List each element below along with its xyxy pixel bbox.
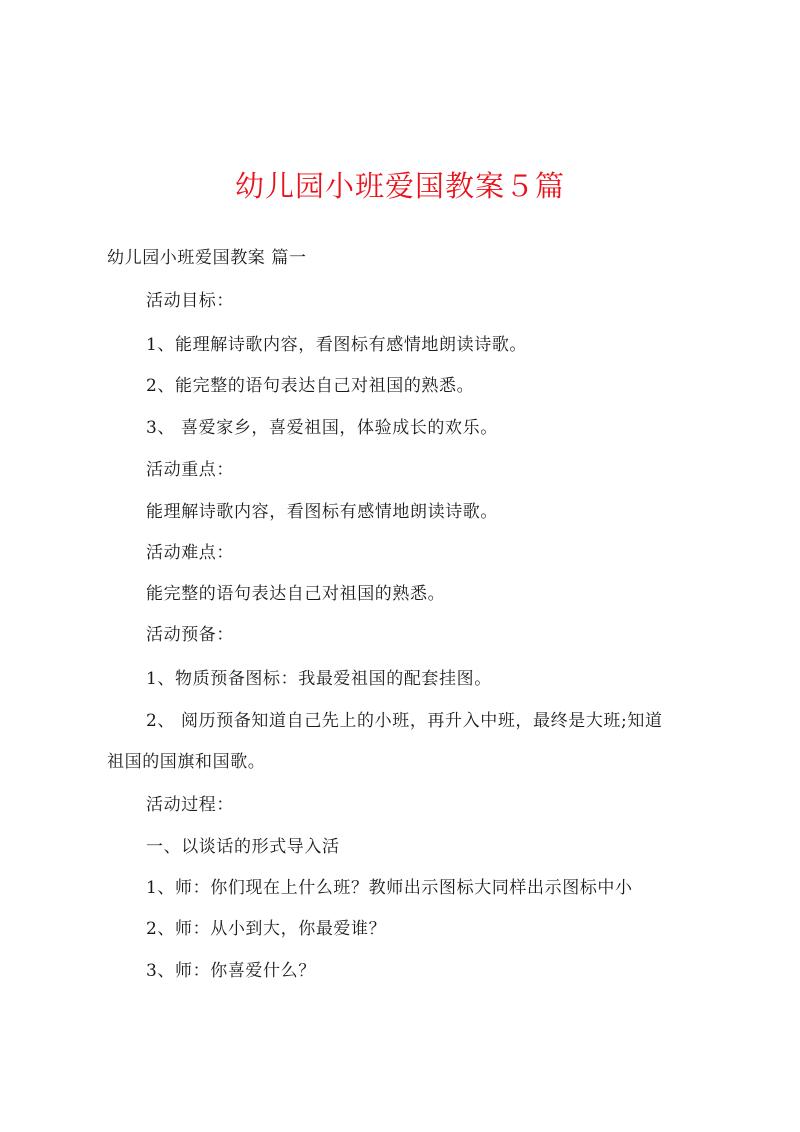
paragraph-line: 活动过程：	[146, 795, 234, 815]
section-heading: 幼儿园小班爱国教案 篇一	[107, 248, 307, 268]
paragraph-line: 祖国的国旗和国歌。	[107, 752, 266, 772]
paragraph-line: 2、能完整的语句表达自己对祖国的熟悉。	[146, 376, 475, 396]
paragraph-line: 一、以谈话的形式导入活	[146, 837, 340, 857]
paragraph-line: 3、 喜爱家乡，喜爱祖国，体验成长的欢乐。	[146, 418, 498, 438]
paragraph-line: 1、师：你们现在上什么班？教师出示图标大同样出示图标中小	[146, 878, 633, 898]
document-title: 幼儿园小班爱国教案５篇	[234, 169, 565, 203]
paragraph-line: 活动预备：	[146, 625, 234, 645]
paragraph-line: 1、物质预备图标：我最爱祖国的配套挂图。	[146, 669, 492, 689]
paragraph-line: 2、师：从小到大，你最爱谁？	[146, 919, 387, 939]
paragraph-line: 活动目标：	[146, 291, 234, 311]
paragraph-line: 能理解诗歌内容，看图标有感情地朗读诗歌。	[146, 502, 498, 522]
paragraph-line: 活动难点：	[146, 543, 234, 563]
paragraph-line: 3、师：你喜爱什么？	[146, 961, 316, 981]
paragraph-line: 1、能理解诗歌内容，看图标有感情地朗读诗歌。	[146, 335, 528, 355]
paragraph-line: 2、 阅历预备知道自己先上的小班，再升入中班，最终是大班;知道	[146, 711, 663, 731]
paragraph-line: 活动重点：	[146, 460, 234, 480]
paragraph-line: 能完整的语句表达自己对祖国的熟悉。	[146, 584, 446, 604]
